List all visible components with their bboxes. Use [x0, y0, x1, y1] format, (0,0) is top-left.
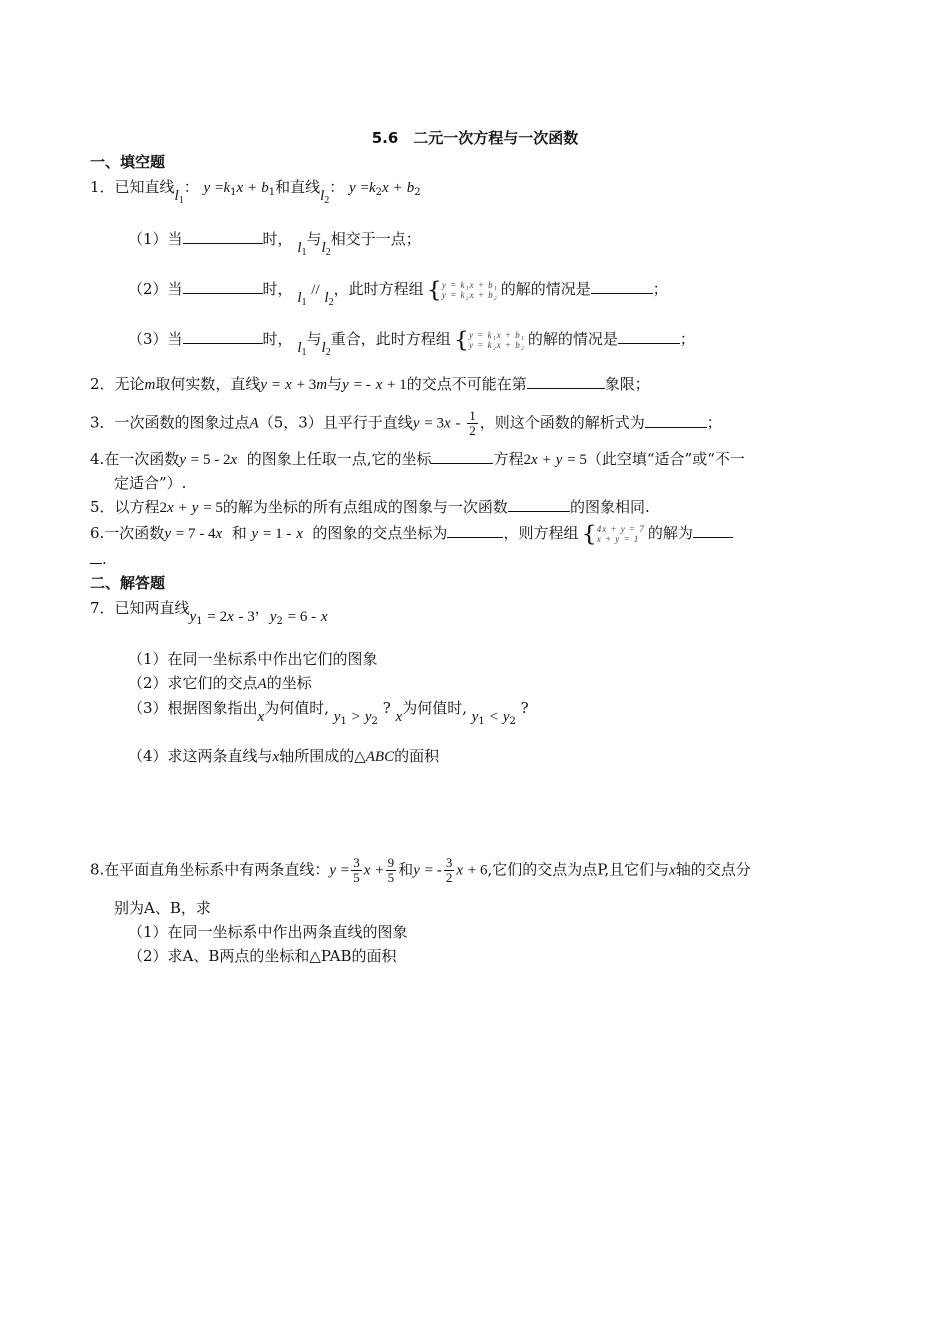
question-8-part-1: （1）在同一坐标系中作出两条直线的图象: [128, 923, 408, 941]
question-7-part-3: （3）根据图象指出x为何值时, $y_1 > y_2$ ? x为何值时, $y_1 < y_2$ ?: [128, 699, 529, 727]
section-answer-heading: 二、解答题: [90, 574, 166, 592]
question-1-stem: 1．已知直线$l_1$： $y =k_1x + b_1$和直线$l_2$： $y =k_2x + b_2$: [90, 178, 421, 206]
answer-blank[interactable]: [591, 279, 653, 294]
question-8-stem: 8.在平面直角坐标系中有两条直线：y = $\frac{3}{5}$ x + $\frac{9}{5}$ 和y = - $\frac{3}{2}$ x + 6,它们的交点为点P,且它们与x轴的交点分: [90, 855, 751, 885]
question-2: 2．无论m取何实数，直线y = x + 3m与y = - x + 1的交点不可能在第 象限；: [90, 375, 650, 393]
answer-blank[interactable]: [183, 329, 263, 344]
question-6-continued: .: [90, 548, 107, 570]
question-8-continued: 别为A、B，求: [114, 899, 211, 917]
page-title: 5.6 二元一次方程与一次函数: [371, 129, 579, 147]
section-fill-in-heading: 一、填空题: [90, 153, 166, 171]
answer-blank[interactable]: [527, 374, 605, 389]
answer-blank[interactable]: [183, 229, 263, 244]
answer-blank[interactable]: [183, 279, 263, 294]
question-3: 3．一次函数的图象过点A（5，3）且平行于直线y = 3x - $\frac{1}{2}$ ，则这个函数的解析式为 ；: [90, 408, 722, 438]
question-8-part-2: （2）求A、B两点的坐标和△PAB的面积: [128, 947, 397, 965]
answer-blank[interactable]: [618, 329, 680, 344]
answer-blank[interactable]: [508, 497, 570, 512]
question-1-part-1: （1）当 时， $l_1$与$l_2$相交于一点；: [128, 230, 421, 258]
equation-system: { 4x + y = 7 x + y = 1: [581, 521, 645, 547]
answer-blank[interactable]: [693, 523, 733, 538]
question-1-part-2: （2）当 时， $l_1 // l_2$，此时方程组 { y = k₁x + b₁ y = k₂x + b₂ 的解的情况是 ；: [128, 277, 668, 308]
answer-blank[interactable]: [90, 549, 102, 564]
question-7-part-2: （2）求它们的交点A的坐标: [128, 674, 312, 692]
equation-system: { y = k₁x + b₁ y = k₂x + b₂: [426, 277, 498, 303]
answer-blank[interactable]: [431, 449, 493, 464]
question-4: 4.在一次函数y = 5 - 2x 的图象上任取一点,它的坐标 方程2x + y = 5（此空填“适合”或“不一: [90, 450, 745, 468]
question-7-part-4: （4）求这两条直线与x轴所围成的△ABC的面积: [128, 747, 440, 765]
question-6: 6.一次函数y = 7 - 4x 和 y = 1 - x 的图象的交点坐标为 ，则方程组 { 4x + y = 7 x + y = 1 的解为: [90, 522, 733, 546]
question-1-part-3: （3）当 时， $l_1$与$l_2$重合，此时方程组 { y = k₁x + b₁ y = k₂x + b₂ 的解的情况是 ；: [128, 327, 695, 358]
question-7-stem: 7．已知两直线$y_1 = 2x - 3$，$y_2 = 6 - x$: [90, 599, 328, 627]
question-5: 5．以方程2x + y = 5的解为坐标的所有点组成的图象与一次函数 的图象相同.: [90, 498, 650, 516]
answer-blank[interactable]: [447, 523, 503, 538]
answer-blank[interactable]: [645, 413, 707, 428]
question-7-part-1: （1）在同一坐标系中作出它们的图象: [128, 650, 378, 668]
question-4-continued: 定适合”）.: [114, 474, 187, 492]
equation-system: { y = k₁x + b₁ y = k₂x + b₂: [453, 327, 525, 353]
